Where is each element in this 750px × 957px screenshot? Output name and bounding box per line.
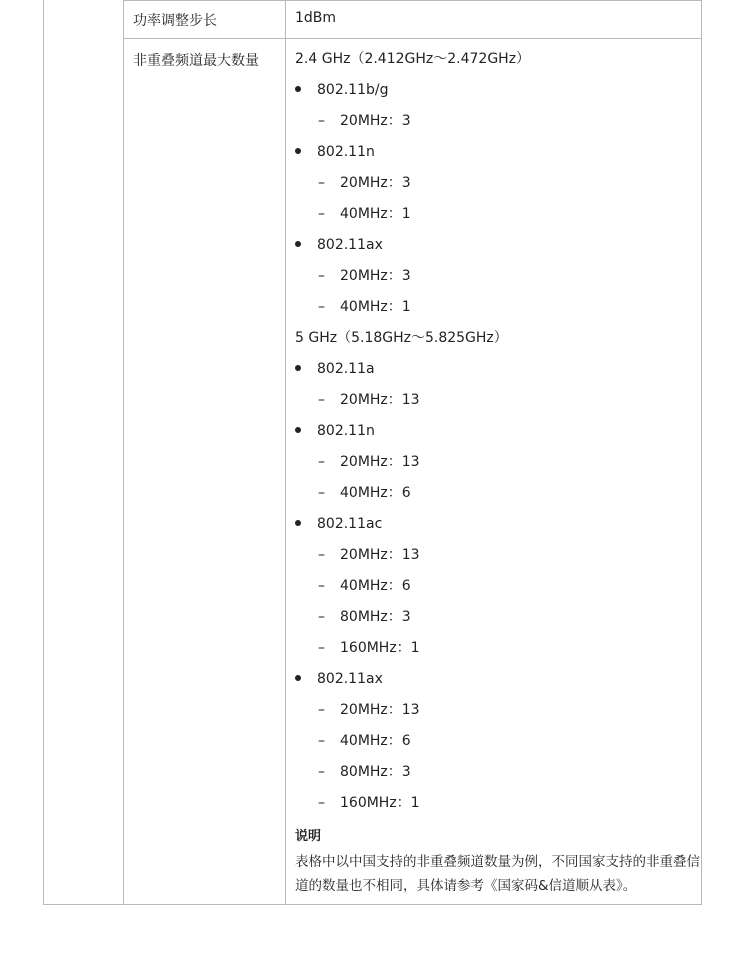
dash-icon: – (318, 113, 325, 129)
channel-width-item (295, 204, 700, 235)
channel-width-item (295, 700, 700, 731)
standard-item (295, 235, 700, 266)
channel-width-text: 40MHz：1 (340, 206, 411, 222)
dash-icon: – (318, 485, 325, 501)
bullet-icon (295, 427, 301, 433)
channel-list (295, 49, 700, 898)
dash-icon: – (318, 454, 325, 470)
standard-name: 802.11ax (317, 671, 383, 687)
channel-width-text: 80MHz：3 (340, 609, 411, 625)
channel-width-item (295, 607, 700, 638)
channel-width-text: 20MHz：3 (340, 268, 411, 284)
channel-width-item (295, 638, 700, 669)
channel-width-text: 20MHz：3 (340, 113, 411, 129)
bullet-icon (295, 148, 301, 154)
channel-width-item (295, 266, 700, 297)
channel-width-item (295, 483, 700, 514)
channel-width-text: 20MHz：13 (340, 702, 420, 718)
band-title: 5 GHz（5.18GHz～5.825GHz） (295, 330, 508, 346)
standard-name: 802.11n (317, 423, 375, 439)
standard-item (295, 80, 700, 111)
channel-width-text: 160MHz：1 (340, 640, 420, 656)
standard-item (295, 142, 700, 173)
row-label-max-channels: 非重叠频道最大数量 (133, 53, 259, 69)
dash-icon: – (318, 609, 325, 625)
channel-width-text: 40MHz：6 (340, 733, 411, 749)
dash-icon: – (318, 206, 325, 222)
row-label-power-step: 功率调整步长 (133, 13, 217, 29)
standard-name: 802.11n (317, 144, 375, 160)
standard-item (295, 421, 700, 452)
spec-table (43, 0, 702, 905)
dash-icon: – (318, 578, 325, 594)
channel-width-text: 40MHz：1 (340, 299, 411, 315)
bullet-icon (295, 241, 301, 247)
channel-width-item (295, 173, 700, 204)
dash-icon: – (318, 795, 325, 811)
column-divider (123, 0, 124, 904)
standard-name: 802.11ac (317, 516, 383, 532)
channel-width-item (295, 111, 700, 142)
dash-icon: – (318, 268, 325, 284)
channel-width-item (295, 793, 700, 824)
dash-icon: – (318, 640, 325, 656)
note-title: 说明 (295, 829, 322, 844)
dash-icon: – (318, 175, 325, 191)
channel-width-item (295, 390, 700, 421)
note-text: 表格中以中国支持的非重叠频道数量为例，不同国家支持的非重叠信道的数量也不相同，具体请参考《国家码&信道顺从表》。 (295, 854, 700, 894)
channel-width-item (295, 297, 700, 328)
column-divider (285, 0, 286, 904)
bullet-icon (295, 365, 301, 371)
dash-icon: – (318, 733, 325, 749)
channel-width-text: 20MHz：13 (340, 454, 420, 470)
channel-width-text: 40MHz：6 (340, 485, 411, 501)
channel-width-text: 20MHz：3 (340, 175, 411, 191)
bullet-icon (295, 520, 301, 526)
row-divider (124, 38, 701, 39)
standard-item (295, 359, 700, 390)
dash-icon: – (318, 702, 325, 718)
bullet-icon (295, 86, 301, 92)
standard-item (295, 514, 700, 545)
standard-item (295, 669, 700, 700)
row-value-power-step: 1dBm (295, 10, 337, 26)
row-divider (124, 0, 701, 1)
bullet-icon (295, 675, 301, 681)
dash-icon: – (318, 764, 325, 780)
channel-width-item (295, 452, 700, 483)
standard-name: 802.11b/g (317, 82, 389, 98)
channel-width-item (295, 762, 700, 793)
band-title: 2.4 GHz（2.412GHz～2.472GHz） (295, 51, 531, 67)
channel-width-item (295, 731, 700, 762)
channel-width-item (295, 576, 700, 607)
dash-icon: – (318, 547, 325, 563)
channel-width-text: 20MHz：13 (340, 392, 420, 408)
channel-width-text: 20MHz：13 (340, 547, 420, 563)
dash-icon: – (318, 392, 325, 408)
channel-width-item (295, 545, 700, 576)
channel-width-text: 80MHz：3 (340, 764, 411, 780)
dash-icon: – (318, 299, 325, 315)
channel-width-text: 160MHz：1 (340, 795, 420, 811)
standard-name: 802.11ax (317, 237, 383, 253)
channel-width-text: 40MHz：6 (340, 578, 411, 594)
standard-name: 802.11a (317, 361, 375, 377)
